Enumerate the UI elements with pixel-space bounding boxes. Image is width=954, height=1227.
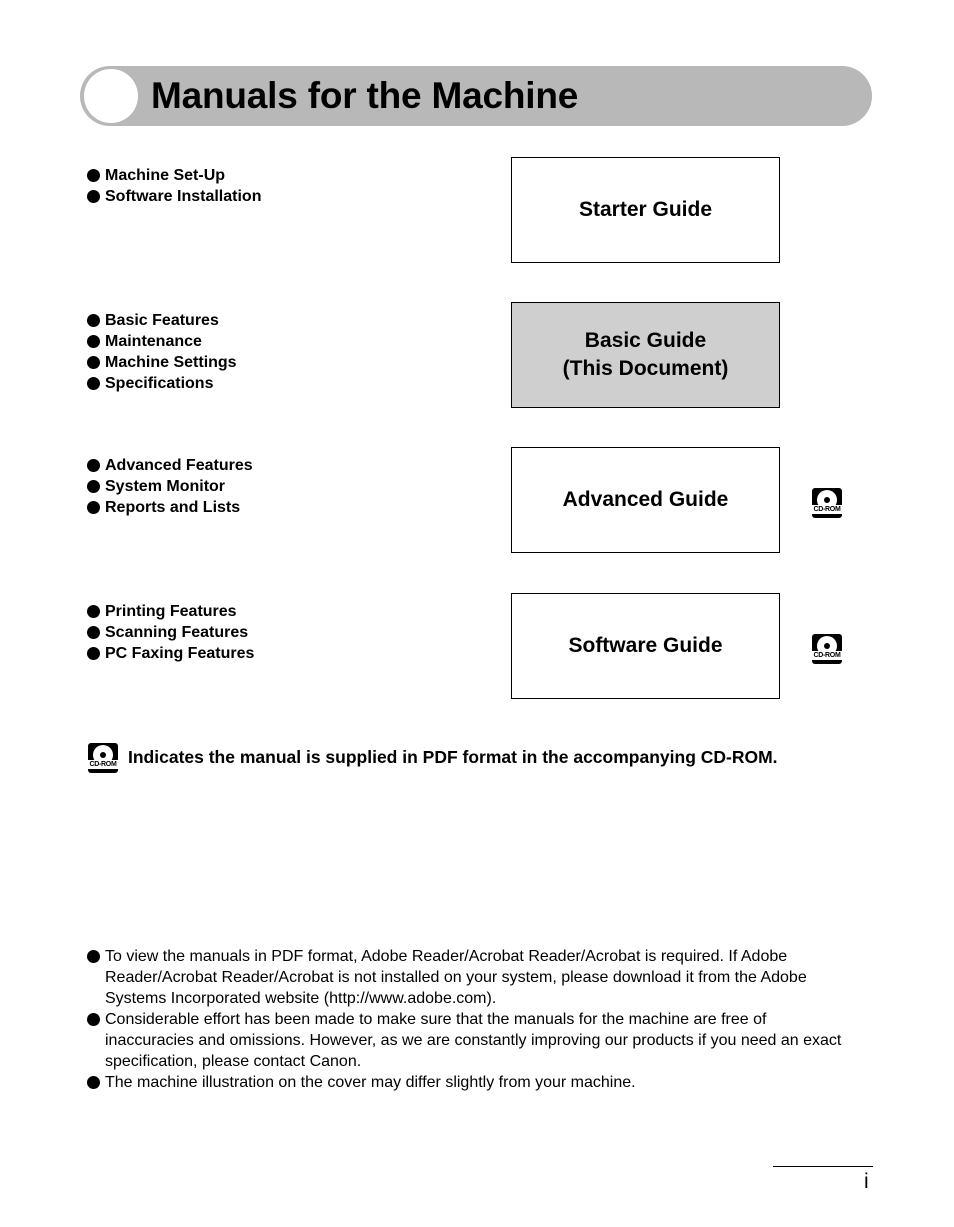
feature-bullet: Scanning Features	[86, 622, 254, 643]
note-item: The machine illustration on the cover may differ slightly from your machine.	[86, 1072, 858, 1093]
title-circle-decoration	[84, 69, 138, 123]
feature-bullet: Machine Set-Up	[86, 165, 261, 186]
page-number: i	[864, 1170, 869, 1193]
section-software-features	[86, 601, 254, 664]
guide-title: Starter Guide	[578, 198, 713, 221]
guide-title: Basic Guide	[584, 329, 707, 352]
section-basic-features	[86, 310, 237, 394]
feature-bullet: Machine Settings	[86, 352, 237, 373]
page-title: Manuals for the Machine	[151, 75, 579, 116]
feature-bullet: Specifications	[86, 373, 237, 394]
feature-bullet: Maintenance	[86, 331, 237, 352]
guide-subtitle: (This Document)	[562, 357, 729, 380]
cd-rom-legend: Indicates the manual is supplied in PDF format in the accompanying CD-ROM.	[128, 747, 778, 767]
section-starter-features	[86, 165, 261, 207]
feature-bullet: System Monitor	[86, 476, 253, 497]
footer-rule	[773, 1166, 873, 1167]
feature-bullet: Reports and Lists	[86, 497, 253, 518]
feature-bullet: PC Faxing Features	[86, 643, 254, 664]
feature-bullet: Printing Features	[86, 601, 254, 622]
advanced-guide-box	[511, 447, 780, 553]
starter-guide-box	[511, 157, 780, 263]
basic-guide-box	[511, 302, 780, 408]
feature-bullet: Basic Features	[86, 310, 237, 331]
note-item: Considerable effort has been made to make sure that the manuals for the machine are free of inaccuracies and omissions. However, as we are constantly improving our products if you need an exact specification, please contact Canon.	[86, 1009, 858, 1072]
cd-rom-icon: CD-ROM	[88, 743, 118, 773]
cd-rom-icon: CD-ROM	[812, 634, 842, 664]
feature-bullet: Advanced Features	[86, 455, 253, 476]
guide-title: Software Guide	[568, 634, 723, 657]
software-guide-box	[511, 593, 780, 699]
notes-list	[86, 946, 858, 1093]
note-item: To view the manuals in PDF format, Adobe Reader/Acrobat Reader/Acrobat is required. If Adobe Reader/Acrobat Reader/Acrobat is not installed on your system, please download it from the Adobe Systems Incorporated website (http://www.adobe.com).	[86, 946, 858, 1009]
cd-rom-icon: CD-ROM	[812, 488, 842, 518]
section-advanced-features	[86, 455, 253, 518]
guide-title: Advanced Guide	[562, 488, 729, 511]
feature-bullet: Software Installation	[86, 186, 261, 207]
